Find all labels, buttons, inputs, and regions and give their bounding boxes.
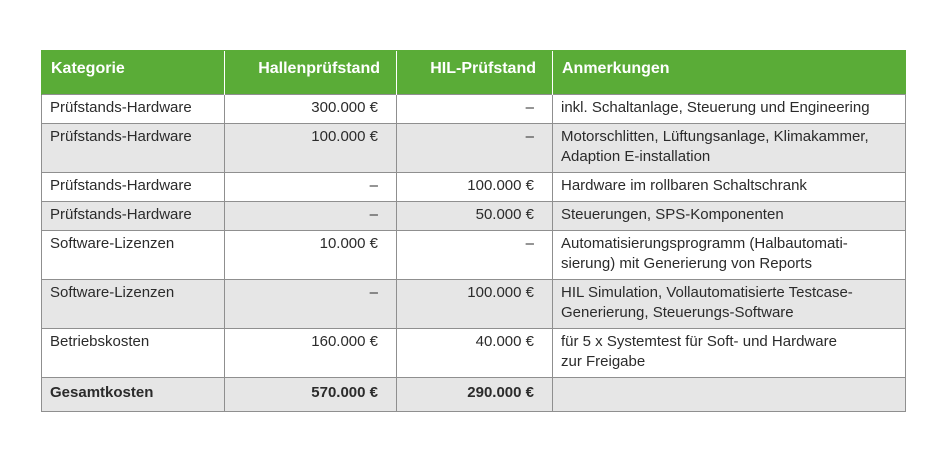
cell-hallenpruefstand: 160.000 € [225, 329, 397, 378]
note-line-2: Generierung, Steuerungs-Software [561, 304, 794, 321]
table-row [42, 202, 906, 231]
cell-kategorie: Prüfstands-Hardware [42, 202, 225, 231]
cell-kategorie: Prüfstands-Hardware [42, 173, 225, 202]
cell-hallenpruefstand: – [225, 173, 397, 202]
cell-hil-pruefstand: – [397, 95, 553, 124]
table-row [42, 231, 906, 280]
note-line-1: Motorschlitten, Lüftungsanlage, Klimakammer, [561, 128, 869, 145]
cell-kategorie: Software-Lizenzen [42, 231, 225, 280]
note-line-1: Automatisierungsprogramm (Halbautomati- [561, 235, 848, 252]
total-hil-pruefstand: 290.000 € [397, 378, 553, 412]
cell-hallenpruefstand: – [225, 202, 397, 231]
note-line-1: HIL Simulation, Vollautomatisierte Testcase- [561, 284, 853, 301]
total-row [42, 378, 906, 412]
header-anmerkungen: Anmerkungen [553, 51, 906, 95]
cell-hil-pruefstand: – [397, 124, 553, 173]
cell-kategorie: Betriebskosten [42, 329, 225, 378]
cell-hil-pruefstand: 50.000 € [397, 202, 553, 231]
header-kategorie: Kategorie [42, 51, 225, 95]
cell-kategorie: Prüfstands-Hardware [42, 95, 225, 124]
cell-hallenpruefstand: 300.000 € [225, 95, 397, 124]
cell-kategorie: Software-Lizenzen [42, 280, 225, 329]
total-label: Gesamtkosten [42, 378, 225, 412]
header-hallenpruefstand: Hallenprüfstand [225, 51, 397, 95]
cell-hallenpruefstand: 100.000 € [225, 124, 397, 173]
table-row [42, 95, 906, 124]
table-row [42, 173, 906, 202]
cost-comparison-table [41, 50, 906, 412]
cell-hil-pruefstand: – [397, 231, 553, 280]
cell-anmerkungen [553, 329, 906, 378]
cell-hil-pruefstand: 40.000 € [397, 329, 553, 378]
cell-hil-pruefstand: 100.000 € [397, 173, 553, 202]
cell-anmerkungen: Steuerungen, SPS-Komponenten [553, 202, 906, 231]
cell-anmerkungen [553, 280, 906, 329]
table-row [42, 329, 906, 378]
cell-anmerkungen [553, 231, 906, 280]
cell-anmerkungen [553, 124, 906, 173]
cell-anmerkungen: Hardware im rollbaren Schaltschrank [553, 173, 906, 202]
note-line-1: für 5 x Systemtest für Soft- und Hardware [561, 333, 837, 350]
cell-anmerkungen: inkl. Schaltanlage, Steuerung und Engineering [553, 95, 906, 124]
note-line-2: zur Freigabe [561, 353, 646, 370]
cell-hallenpruefstand: – [225, 280, 397, 329]
table-row [42, 124, 906, 173]
note-line-2: sierung) mit Generierung von Reports [561, 255, 812, 272]
header-hil-pruefstand: HIL-Prüfstand [397, 51, 553, 95]
cell-hil-pruefstand: 100.000 € [397, 280, 553, 329]
total-anmerkungen [553, 378, 906, 412]
table-header-row [42, 51, 906, 95]
table-row [42, 280, 906, 329]
note-line-2: Adaption E-installation [561, 148, 711, 165]
total-hallenpruefstand: 570.000 € [225, 378, 397, 412]
cell-kategorie: Prüfstands-Hardware [42, 124, 225, 173]
cell-hallenpruefstand: 10.000 € [225, 231, 397, 280]
